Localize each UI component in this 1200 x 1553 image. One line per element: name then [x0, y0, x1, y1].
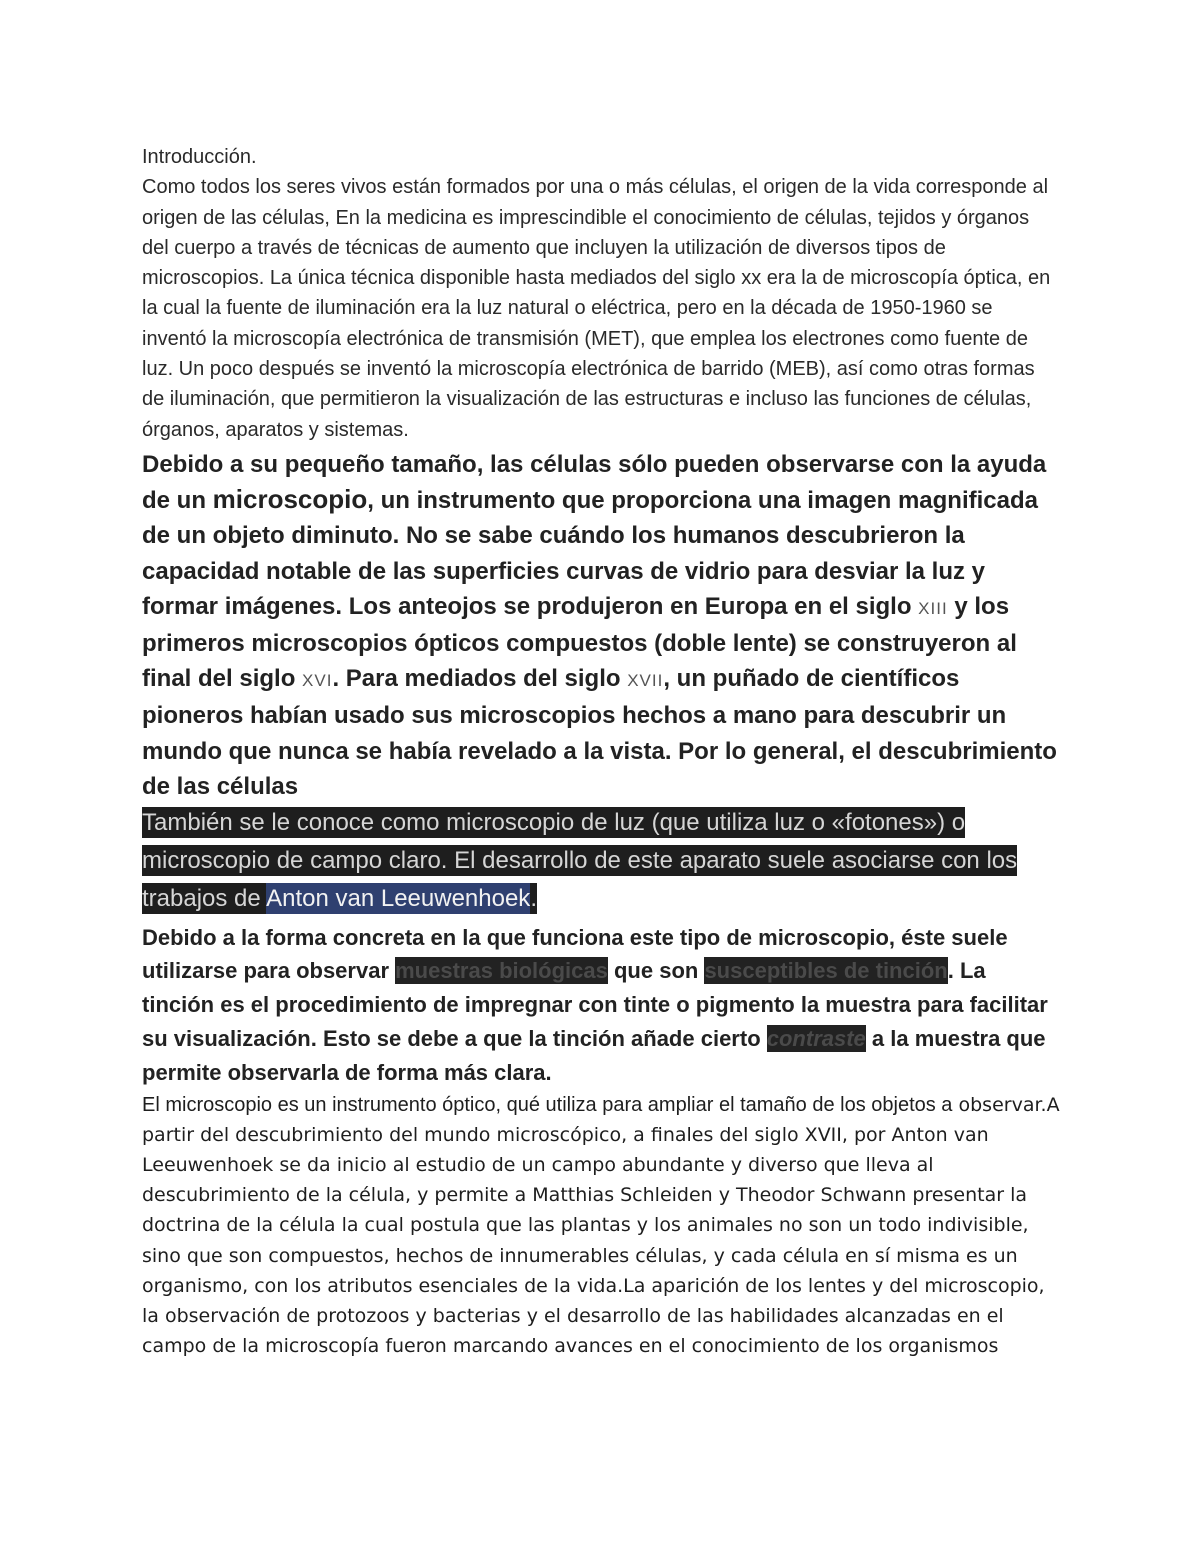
- term-muestras-biologicas[interactable]: muestras biológicas: [395, 958, 608, 984]
- term-susceptibles-tincion[interactable]: susceptibles de tinción: [704, 958, 948, 984]
- microscope-history-paragraph: [142, 447, 1060, 804]
- text-run: y los primeros microscopios ópticos compuestos (doble lente) se construyeron al final del siglo: [142, 592, 1017, 693]
- closing-first-line: El microscopio es un instrumento óptico, qué utiliza para ampliar el tamaño de los objetos a: [142, 1093, 953, 1116]
- text-run: , un puñado de científicos pioneros habían usado sus microscopios hechos a mano para descubrir un mundo que nunca se había revelado a la vista. Por lo general, el descubrimiento de las células: [142, 665, 1057, 800]
- highlighted-text: También se le conoce como microscopio de luz (que utiliza luz o «fotones») o microscopio de campo claro. El desarrollo de este aparato suele asociarse con los trabajos de: [142, 809, 1018, 913]
- closing-body: observar.A partir del descubrimiento del mundo microscópico, a finales del siglo XVII, por Anton van Leeuwenhoek se da inicio al estudio de un campo abundante y diverso que lleva al descubrimiento de la célula, y permite a Matthias Schleiden y Theodor Schwann presentar la doctrina de la célula la cual postula que las plantas y los animales no son un todo indivisible, sino que son compuestos, hechos de innumerables células, y cada célula en sí misma es un organismo, con los atributos esenciales de la vida.La aparición de los lentes y del microscopio, la observación de protozoos y bacterias y el desarrollo de las habilidades alcanzadas en el campo de la microscopía fueron marcando avances en el conocimiento de los organismos: [142, 1093, 1060, 1358]
- text-run: . La tinción es el procedimiento de impregnar con tinte o pigmento la muestra para facilitar su visualización. Esto se debe a que la tinción añade cierto: [142, 958, 1048, 1051]
- text-run: , un instrumento que proporciona una imagen magnificada de un objeto diminuto. No se sabe cuándo los humanos descubrieron la capacidad notable de las superficies curvas de vidrio para desviar la luz y formar imágenes. Los anteojos se produjeron en Europa en el siglo: [142, 487, 1038, 620]
- intro-body: Como todos los seres vivos están formados por una o más células, el origen de la vida corresponde al origen de las células, En la medicina es imprescindible el conocimiento de células, tejidos y órganos del cuerpo a través de técnicas de aumento que incluyen la utilización de diversos tipos de microscopios. La única técnica disponible hasta mediados del siglo xx era la de microscopía óptica, en la cual la fuente de iluminación era la luz natural o eléctrica, pero en la década de 1950-1960 se inventó la microscopía electrónica de transmisión (MET), que emplea los electrones como fuente de luz. Un poco después se inventó la microscopía electrónica de barrido (MEB), así como otras formas de iluminación, que permitieron la visualización de las estructuras e incluso las funciones de células, órganos, aparatos y sistemas.: [142, 176, 1051, 441]
- microscopio-term: microscopio: [212, 484, 368, 515]
- text-run: Debido a su pequeño tamaño, las células sólo pueden observarse con la ayuda de un: [142, 450, 1047, 515]
- century-xvi: XVI: [302, 671, 333, 691]
- text-run: Debido a la forma concreta en la que funciona este tipo de microscopio, éste suele utilizarse para observar: [142, 924, 1008, 984]
- leeuwenhoek-link[interactable]: Anton van Leeuwenhoek: [266, 885, 531, 913]
- intro-paragraph: [142, 142, 1060, 445]
- highlighted-paragraph: [142, 804, 1060, 919]
- century-xvii: XVII: [627, 671, 664, 691]
- text-run: que son: [607, 958, 705, 984]
- staining-paragraph: [142, 921, 1060, 1090]
- text-run: . Para mediados del siglo: [332, 665, 628, 693]
- intro-title: Introducción.: [142, 146, 257, 168]
- document-page: [142, 142, 1060, 1361]
- highlighted-period: .: [530, 885, 537, 913]
- century-xiii: XIII: [918, 598, 948, 618]
- text-run: a la muestra que permite observarla de forma más clara.: [142, 1026, 1046, 1085]
- closing-paragraph: [142, 1090, 1060, 1362]
- term-contraste[interactable]: contraste: [766, 1026, 866, 1051]
